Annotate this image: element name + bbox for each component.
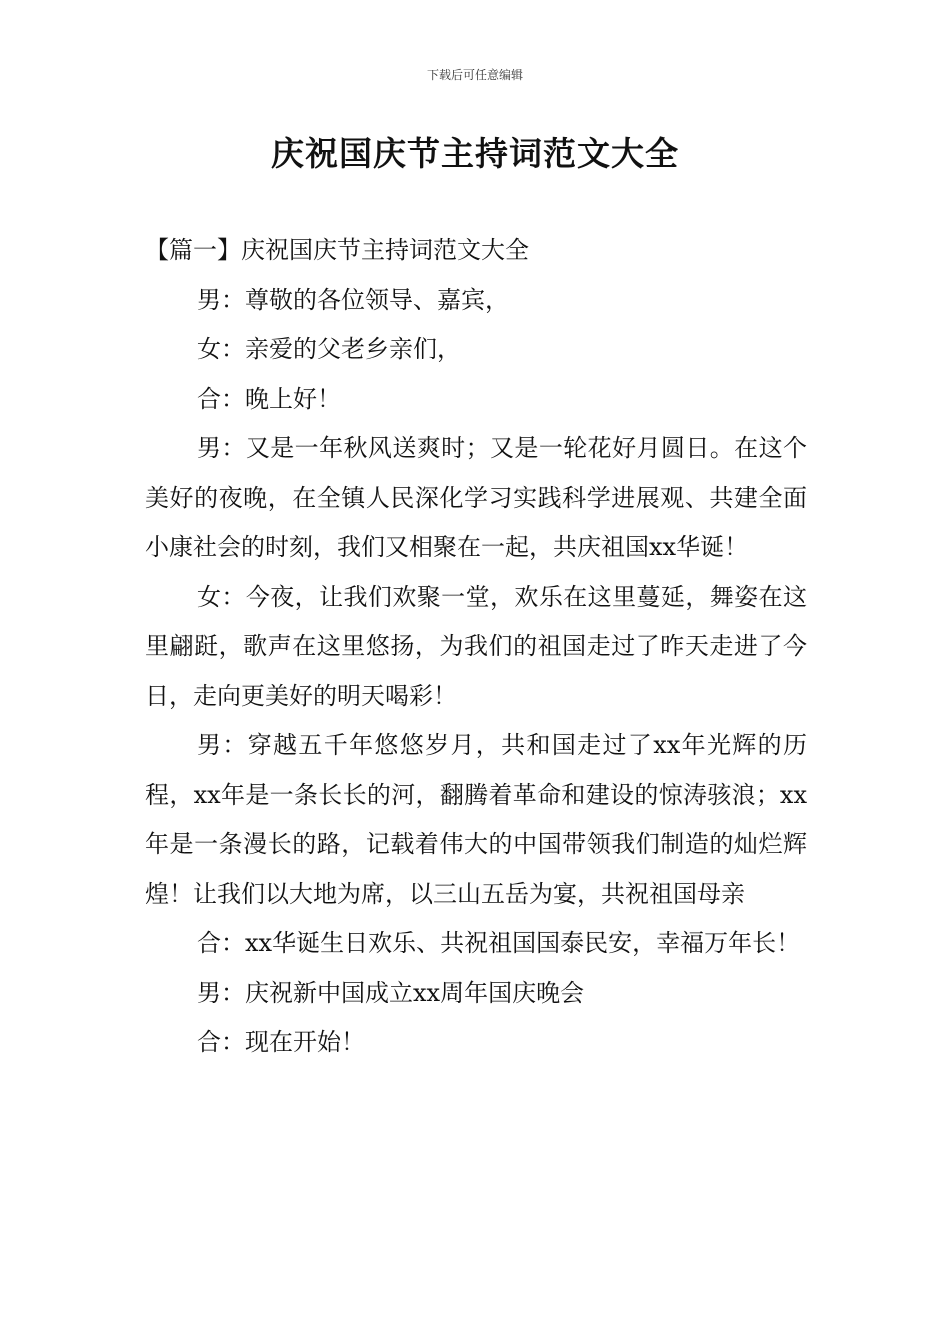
paragraph: 男：穿越五千年悠悠岁月，共和国走过了xx年光辉的历程，xx年是一条长长的河，翻腾着革命和建设的惊涛骇浪；xx年是一条漫长的路，记载着伟大的中国带领我们制造的灿烂辉煌！让我们以大地为席，以三山五岳为宴，共祝祖国母亲 — [145, 731, 807, 908]
paragraph: 男：庆祝新中国成立xx周年国庆晚会 — [197, 978, 585, 1007]
paragraph: 男：又是一年秋风送爽时；又是一轮花好月圆日。在这个美好的夜晚，在全镇人民深化学习实践科学进展观、共建全面小康社会的时刻，我们又相聚在一起，共庆祖国xx华诞！ — [145, 434, 807, 561]
paragraph-heading: 【篇一】庆祝国庆节主持词范文大全 — [145, 236, 529, 264]
paragraph: 女：今夜，让我们欢聚一堂，欢乐在这里蔓延，舞姿在这里翩跹，歌声在这里悠扬，为我们的祖国走过了昨天走进了今日，走向更美好的明天喝彩！ — [145, 582, 807, 710]
paragraph: 合：现在开始！ — [197, 1028, 365, 1056]
paragraph: 合：晚上好！ — [197, 384, 341, 413]
document-body — [145, 226, 807, 1068]
paragraph: 合：xx华诞生日欢乐、共祝祖国国泰民安，幸福万年长！ — [197, 929, 801, 957]
paragraph: 女：亲爱的父老乡亲们， — [197, 335, 461, 363]
paragraph: 男：尊敬的各位领导、嘉宾， — [197, 285, 509, 314]
document-title: 庆祝国庆节主持词范文大全 — [271, 134, 679, 173]
header-note: 下载后可任意编辑 — [426, 68, 523, 82]
